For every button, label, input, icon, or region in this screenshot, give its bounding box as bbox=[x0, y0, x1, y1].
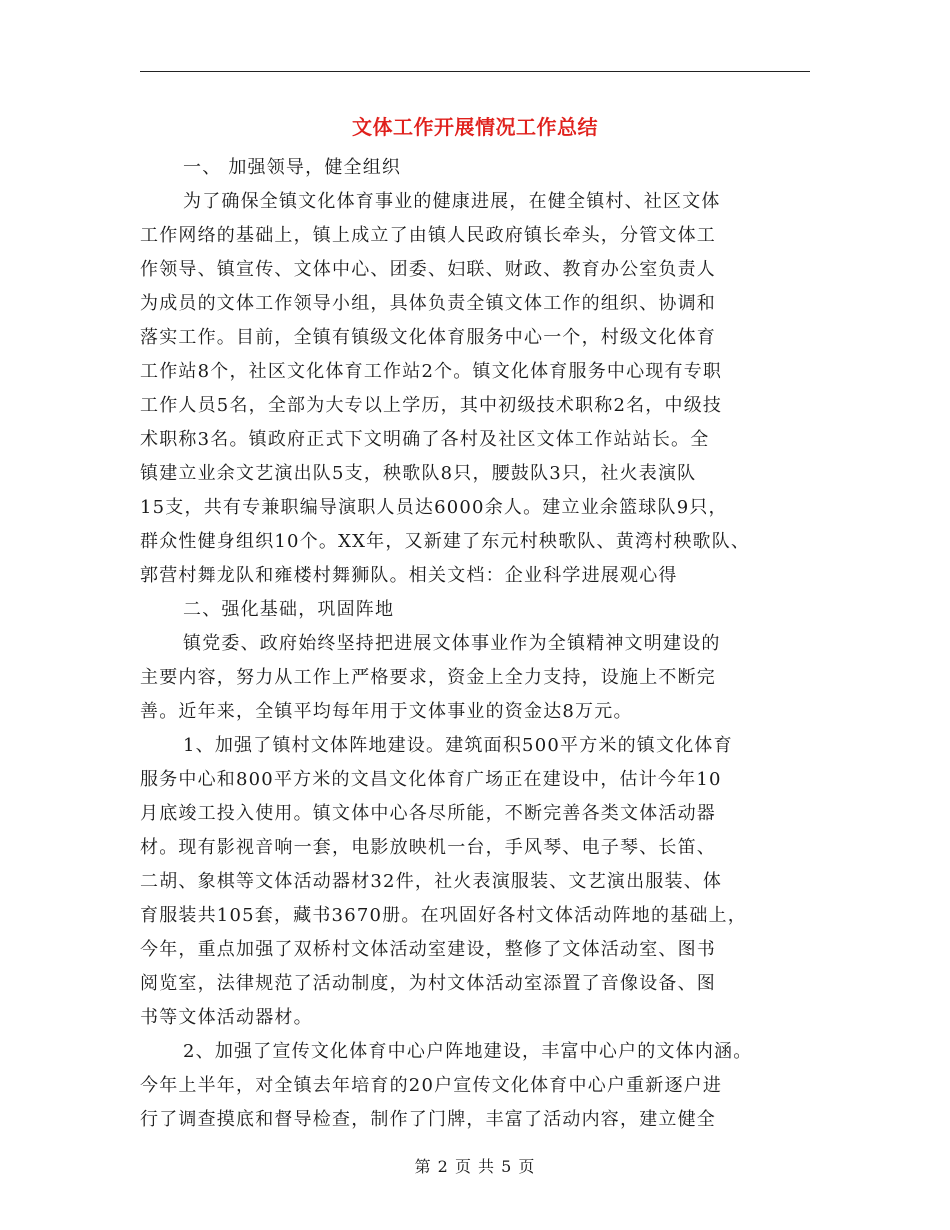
paragraph-line: 阅览室，法律规范了活动制度，为村文体活动室添置了音像设备、图 bbox=[140, 973, 716, 994]
paragraph-line: 工作网络的基础上，镇上成立了由镇人民政府镇长牵头，分管文体工 bbox=[140, 225, 716, 246]
paragraph-line: 15支，共有专兼职编导演职人员达6000余人。建立业余篮球队9只， bbox=[140, 497, 728, 518]
paragraph-line: 群众性健身组织10个。XX年，又新建了东元村秧歌队、黄湾村秧歌队、 bbox=[140, 531, 751, 552]
paragraph-line: 郭营村舞龙队和雍楼村舞狮队。相关文档：企业科学进展观心得 bbox=[140, 565, 678, 586]
paragraph-line: 术职称3名。镇政府正式下文明确了各村及社区文体工作站站长。全 bbox=[140, 429, 710, 450]
paragraph-line: 月底竣工投入使用。镇文体中心各尽所能，不断完善各类文体活动器 bbox=[140, 803, 716, 824]
paragraph-line: 工作人员5名，全部为大专以上学历，其中初级技术职称2名，中级技 bbox=[140, 395, 723, 416]
paragraph-line: 为了确保全镇文化体育事业的健康进展，在健全镇村、社区文体 bbox=[183, 191, 721, 212]
heading-2: 二、强化基础，巩固阵地 bbox=[183, 599, 395, 620]
document-title: 文体工作开展情况工作总结 bbox=[352, 115, 598, 139]
paragraph-line: 2、加强了宣传文化体育中心户阵地建设，丰富中心户的文体内涵。 bbox=[183, 1041, 753, 1062]
heading-1: 一、 加强领导，健全组织 bbox=[183, 157, 402, 178]
paragraph-line: 今年上半年，对全镇去年培育的20户宣传文化体育中心户重新逐户进 bbox=[140, 1075, 723, 1096]
paragraph-line: 落实工作。目前，全镇有镇级文化体育服务中心一个，村级文化体育 bbox=[140, 327, 716, 348]
paragraph-line: 镇党委、政府始终坚持把进展文体事业作为全镇精神文明建设的 bbox=[183, 633, 721, 654]
paragraph-line: 镇建立业余文艺演出队5支，秧歌队8只，腰鼓队3只，社火表演队 bbox=[140, 463, 697, 484]
paragraph-line: 为成员的文体工作领导小组，具体负责全镇文体工作的组织、协调和 bbox=[140, 293, 716, 314]
header-rule bbox=[140, 71, 810, 72]
page-footer: 第 2 页 共 5 页 bbox=[414, 1157, 536, 1176]
paragraph-line: 善。近年来，全镇平均每年用于文体事业的资金达8万元。 bbox=[140, 701, 633, 722]
paragraph-line: 今年，重点加强了双桥村文体活动室建设，整修了文体活动室、图书 bbox=[140, 939, 716, 960]
paragraph-line: 工作站8个，社区文化体育工作站2个。镇文化体育服务中心现有专职 bbox=[140, 361, 723, 382]
paragraph-line: 材。现有影视音响一套，电影放映机一台，手风琴、电子琴、长笛、 bbox=[140, 837, 716, 858]
paragraph-line: 主要内容，努力从工作上严格要求，资金上全力支持，设施上不断完 bbox=[140, 667, 716, 688]
paragraph-line: 书等文体活动器材。 bbox=[140, 1007, 313, 1028]
paragraph-line: 服务中心和800平方米的文昌文化体育广场正在建设中，估计今年10 bbox=[140, 769, 722, 790]
paragraph-line: 1、加强了镇村文体阵地建设。建筑面积500平方米的镇文化体育 bbox=[183, 735, 733, 756]
paragraph-line: 育服装共105套，藏书3670册。在巩固好各村文体活动阵地的基础上， bbox=[140, 905, 747, 926]
paragraph-line: 行了调查摸底和督导检查，制作了门牌，丰富了活动内容，建立健全 bbox=[140, 1109, 716, 1130]
paragraph-line: 作领导、镇宣传、文体中心、团委、妇联、财政、教育办公室负责人 bbox=[140, 259, 716, 280]
paragraph-line: 二胡、象棋等文体活动器材32件，社火表演服装、文艺演出服装、体 bbox=[140, 871, 723, 892]
